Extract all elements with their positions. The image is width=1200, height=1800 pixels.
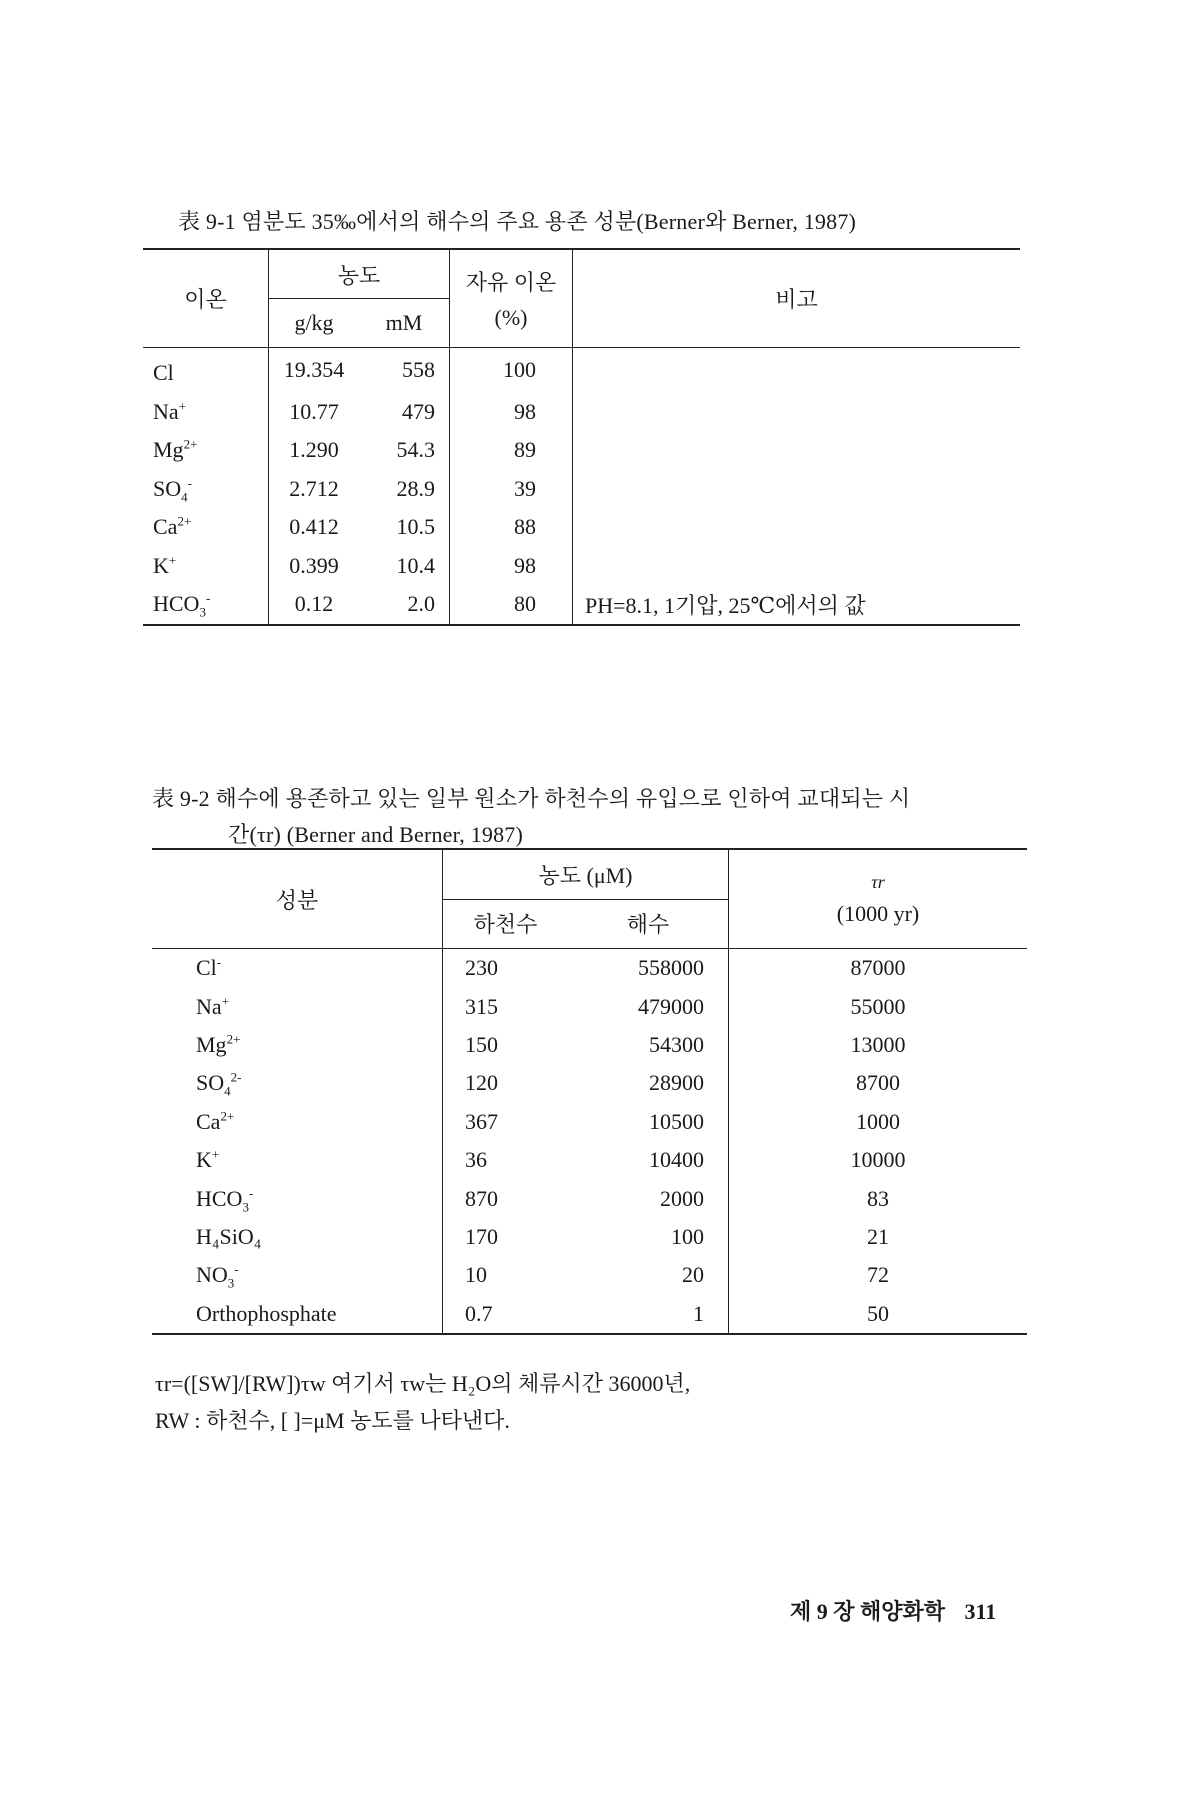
table1-header-free-ion bbox=[450, 249, 573, 348]
table2-row bbox=[152, 949, 1027, 988]
table1-cell-ion-formula bbox=[153, 514, 191, 539]
table2-cell-component bbox=[152, 1141, 443, 1179]
table1-cell-ion bbox=[143, 585, 269, 625]
table2-cell-sea: 28900 bbox=[568, 1064, 729, 1102]
ion-symbol: Cl bbox=[196, 955, 217, 981]
table2-cell-component-formula bbox=[196, 1070, 242, 1099]
table1-header-remarks: 비고 bbox=[573, 249, 1021, 348]
table1-cell-note bbox=[573, 431, 1021, 470]
table2-caption-line1: 表 9-2 해수에 용존하고 있는 일부 원소가 하천수의 유입으로 인하여 교대되는 시 bbox=[152, 786, 911, 811]
table1-cell-mM: 2.0 bbox=[359, 585, 450, 625]
table2-cell-tau: 1000 bbox=[856, 1108, 900, 1134]
ion-subscript: 4 bbox=[224, 1083, 231, 1099]
table2-cell-component bbox=[152, 1218, 443, 1256]
table2-cell-component bbox=[152, 949, 443, 988]
table1-cell-free: 98 bbox=[450, 393, 573, 432]
ion-subscript: 4 bbox=[181, 489, 188, 505]
table2-cell-component bbox=[152, 1026, 443, 1064]
table2-cell-component bbox=[152, 1179, 443, 1217]
table1 bbox=[143, 248, 1020, 626]
table2-cell-river: 170 bbox=[465, 1223, 498, 1249]
table1-cell-gkg: 0.412 bbox=[289, 514, 339, 540]
table1-cell-free: 88 bbox=[450, 508, 573, 547]
ion-charge: - bbox=[248, 1185, 254, 1201]
table1-cell-ion bbox=[143, 431, 269, 470]
table2-cell-river: 230 bbox=[465, 955, 498, 981]
ion-charge: + bbox=[221, 993, 229, 1009]
ion-charge: - bbox=[216, 954, 222, 970]
table2-header-sea: 해수 bbox=[568, 899, 729, 949]
table1-cell-free: 98 bbox=[450, 547, 573, 586]
table1-row bbox=[143, 508, 1020, 547]
table1-cell-free: 80 bbox=[450, 585, 573, 625]
table2-header-tau-unit: (1000 yr) bbox=[836, 900, 920, 926]
table1-cell-gkg: 2.712 bbox=[289, 475, 339, 501]
table2-cell-component bbox=[152, 1256, 443, 1294]
footer-chapter: 제 9 장 해양화학 bbox=[790, 1599, 946, 1624]
table2-cell-component-formula bbox=[196, 1185, 254, 1214]
table2-cell-tau: 13000 bbox=[850, 1031, 906, 1057]
table2-cell-river: 870 bbox=[465, 1185, 498, 1211]
table2-cell-tau: 83 bbox=[867, 1185, 889, 1211]
ion-charge: - bbox=[187, 475, 192, 491]
table2-cell-sea: 54300 bbox=[568, 1026, 729, 1064]
table1-cell-gkg: 0.399 bbox=[289, 552, 339, 578]
table1-cell-ion bbox=[143, 348, 269, 393]
table2-cell-tau: 50 bbox=[729, 1295, 1028, 1334]
table1-row bbox=[143, 431, 1020, 470]
table2-cell-component-formula bbox=[196, 955, 221, 980]
ion-symbol: Mg bbox=[153, 437, 184, 463]
table2-cell-sea: 10400 bbox=[568, 1141, 729, 1179]
table2-cell-component bbox=[152, 1103, 443, 1141]
table1-cell-free: 39 bbox=[450, 470, 573, 509]
table2-row bbox=[152, 1218, 1027, 1256]
table1-header-ion: 이온 bbox=[143, 249, 269, 348]
ion-symbol: HCO bbox=[196, 1185, 243, 1211]
ion-charge: 2+ bbox=[220, 1108, 235, 1124]
ion-symbol: Ca bbox=[196, 1108, 221, 1134]
table1-cell-ion-formula bbox=[153, 590, 211, 620]
table2-header-concentration: 농도 (μM) bbox=[443, 849, 729, 899]
table2-cell-river: 150 bbox=[465, 1031, 498, 1057]
table2-cell-river: 0.7 bbox=[443, 1295, 569, 1334]
table1-cell-mM: 28.9 bbox=[359, 470, 450, 509]
table1-cell-mM: 54.3 bbox=[359, 431, 450, 470]
table2-row bbox=[152, 1026, 1027, 1064]
table1-cell-gkg: 1.290 bbox=[289, 437, 339, 463]
table1-row bbox=[143, 470, 1020, 509]
table2-cell-tau: 87000 bbox=[850, 955, 906, 981]
table1-cell-gkg: 19.354 bbox=[283, 357, 345, 383]
table2-cell-tau: 72 bbox=[867, 1262, 889, 1288]
table2-header-tau-symbol: τr bbox=[871, 871, 885, 892]
ion-charge: + bbox=[211, 1146, 220, 1162]
table2-cell-tau: 21 bbox=[867, 1223, 889, 1249]
table2-cell-component-formula bbox=[196, 1109, 234, 1134]
table2-row bbox=[152, 1295, 1027, 1334]
table2-row bbox=[152, 1103, 1027, 1141]
table1-cell-ion-formula bbox=[153, 360, 174, 385]
ion-symbol: SO bbox=[196, 1070, 225, 1096]
table1-row bbox=[143, 585, 1020, 625]
table1-cell-free: 89 bbox=[450, 431, 573, 470]
ion-symbol: H₄SiO₄ bbox=[196, 1223, 262, 1249]
table1-header-concentration: 농도 bbox=[269, 249, 450, 299]
table1-cell-mM: 558 bbox=[359, 348, 450, 393]
ion-symbol: Cl bbox=[153, 360, 174, 386]
table2-cell-river: 120 bbox=[465, 1070, 498, 1096]
ion-charge: - bbox=[205, 590, 211, 606]
table2-row bbox=[152, 987, 1027, 1025]
table1-cell-ion bbox=[143, 470, 269, 509]
footer-page-number: 311 bbox=[964, 1599, 997, 1624]
table2-cell-component-formula bbox=[196, 994, 229, 1019]
table1-cell-ion bbox=[143, 547, 269, 586]
table1-cell-ion-formula bbox=[153, 437, 197, 462]
table2-caption-line2: 간(τr) (Berner and Berner, 1987) bbox=[228, 822, 524, 847]
ion-charge: 2+ bbox=[183, 436, 198, 452]
table1-header-gkg: g/kg bbox=[269, 299, 360, 348]
ion-subscript: 3 bbox=[242, 1198, 249, 1214]
table2-cell-sea: 558000 bbox=[568, 949, 729, 988]
table2-header-river: 하천수 bbox=[443, 899, 569, 949]
table1-header-mM: mM bbox=[359, 299, 450, 348]
table2-cell-component-formula bbox=[196, 1147, 219, 1172]
table2-cell-component-formula bbox=[196, 1261, 239, 1291]
table2-note-line1: τr=([SW]/[RW])τw 여기서 τw는 H₂O의 체류시간 36000년, bbox=[155, 1371, 691, 1396]
ion-symbol: Orthophosphate bbox=[196, 1300, 337, 1326]
table1-cell-note bbox=[573, 508, 1021, 547]
ion-charge: - bbox=[234, 1261, 239, 1277]
table2-row bbox=[152, 1064, 1027, 1102]
table2-cell-sea: 479000 bbox=[568, 987, 729, 1025]
table2-cell-component-formula bbox=[196, 1032, 240, 1057]
table1-cell-gkg: 0.12 bbox=[269, 585, 360, 625]
ion-symbol: Ca bbox=[153, 514, 178, 540]
table1-cell-mM: 10.4 bbox=[359, 547, 450, 586]
table2-cell-component bbox=[152, 1064, 443, 1102]
table1-row bbox=[143, 547, 1020, 586]
table2-cell-component bbox=[152, 987, 443, 1025]
table2-cell-river: 315 bbox=[465, 993, 498, 1019]
table1-cell-note bbox=[573, 348, 1021, 393]
table2-row bbox=[152, 1179, 1027, 1217]
table2-cell-river: 36 bbox=[465, 1147, 487, 1173]
ion-subscript: 3 bbox=[199, 604, 206, 620]
table1-cell-ion-formula bbox=[153, 399, 186, 424]
table2-cell-sea: 10500 bbox=[568, 1103, 729, 1141]
ion-charge: 2- bbox=[230, 1070, 242, 1086]
ion-subscript: 3 bbox=[227, 1275, 235, 1291]
table2 bbox=[152, 848, 1027, 1335]
page-footer bbox=[790, 1595, 996, 1626]
table2-cell-component bbox=[152, 1295, 443, 1334]
ion-symbol: K bbox=[196, 1147, 212, 1173]
ion-symbol: NO bbox=[196, 1262, 228, 1288]
table2-cell-tau: 10000 bbox=[850, 1147, 906, 1173]
table1-cell-gkg: 10.77 bbox=[289, 398, 339, 424]
table2-row bbox=[152, 1141, 1027, 1179]
table1-cell-mM: 479 bbox=[359, 393, 450, 432]
table1-cell-ion-formula bbox=[153, 553, 176, 578]
table2-cell-sea: 20 bbox=[568, 1256, 729, 1294]
ion-symbol: Mg bbox=[196, 1031, 227, 1057]
ion-symbol: SO bbox=[153, 475, 182, 501]
ion-symbol: Na bbox=[153, 398, 179, 424]
table1-cell-ion-formula bbox=[153, 475, 192, 505]
ion-symbol: K bbox=[153, 552, 169, 578]
table2-cell-sea: 1 bbox=[568, 1295, 729, 1334]
table1-row bbox=[143, 348, 1020, 393]
table1-cell-ion bbox=[143, 508, 269, 547]
table2-cell-tau: 8700 bbox=[856, 1070, 900, 1096]
ion-charge: + bbox=[168, 552, 177, 568]
table2-cell-sea: 100 bbox=[568, 1218, 729, 1256]
table2-note-line2: RW : 하천수, [ ]=μM 농도를 나타낸다. bbox=[155, 1408, 510, 1433]
table2-header-component: 성분 bbox=[152, 849, 443, 949]
table1-row bbox=[143, 393, 1020, 432]
table1-cell-note bbox=[573, 470, 1021, 509]
table2-cell-sea: 2000 bbox=[568, 1179, 729, 1217]
table1-cell-note: PH=8.1, 1기압, 25℃에서의 값 bbox=[573, 585, 1021, 625]
ion-charge: 2+ bbox=[177, 513, 192, 529]
table2-cell-component-formula bbox=[196, 1301, 337, 1326]
ion-charge: 2+ bbox=[226, 1031, 241, 1047]
table2-cell-component-formula bbox=[196, 1224, 261, 1249]
table2-cell-river: 10 bbox=[465, 1262, 487, 1288]
table2-header-tau bbox=[729, 849, 1028, 949]
table1-cell-note bbox=[573, 393, 1021, 432]
table2-cell-tau: 55000 bbox=[850, 993, 906, 1019]
ion-symbol: Na bbox=[196, 993, 222, 1019]
table2-row bbox=[152, 1256, 1027, 1294]
table1-cell-ion bbox=[143, 393, 269, 432]
table1-caption: 表 9-1 염분도 35‰에서의 해수의 주요 용존 성분(Berner와 Berner, 1987) bbox=[178, 209, 857, 234]
ion-symbol: HCO bbox=[153, 591, 200, 617]
table2-cell-river: 367 bbox=[465, 1108, 498, 1134]
table1-cell-note bbox=[573, 547, 1021, 586]
table1-cell-free: 100 bbox=[450, 348, 573, 393]
table1-header-free-ion-unit: (%) bbox=[494, 305, 528, 330]
table1-header-free-ion-label: 자유 이온 bbox=[465, 270, 557, 295]
table1-cell-mM: 10.5 bbox=[359, 508, 450, 547]
ion-charge: + bbox=[178, 398, 186, 414]
